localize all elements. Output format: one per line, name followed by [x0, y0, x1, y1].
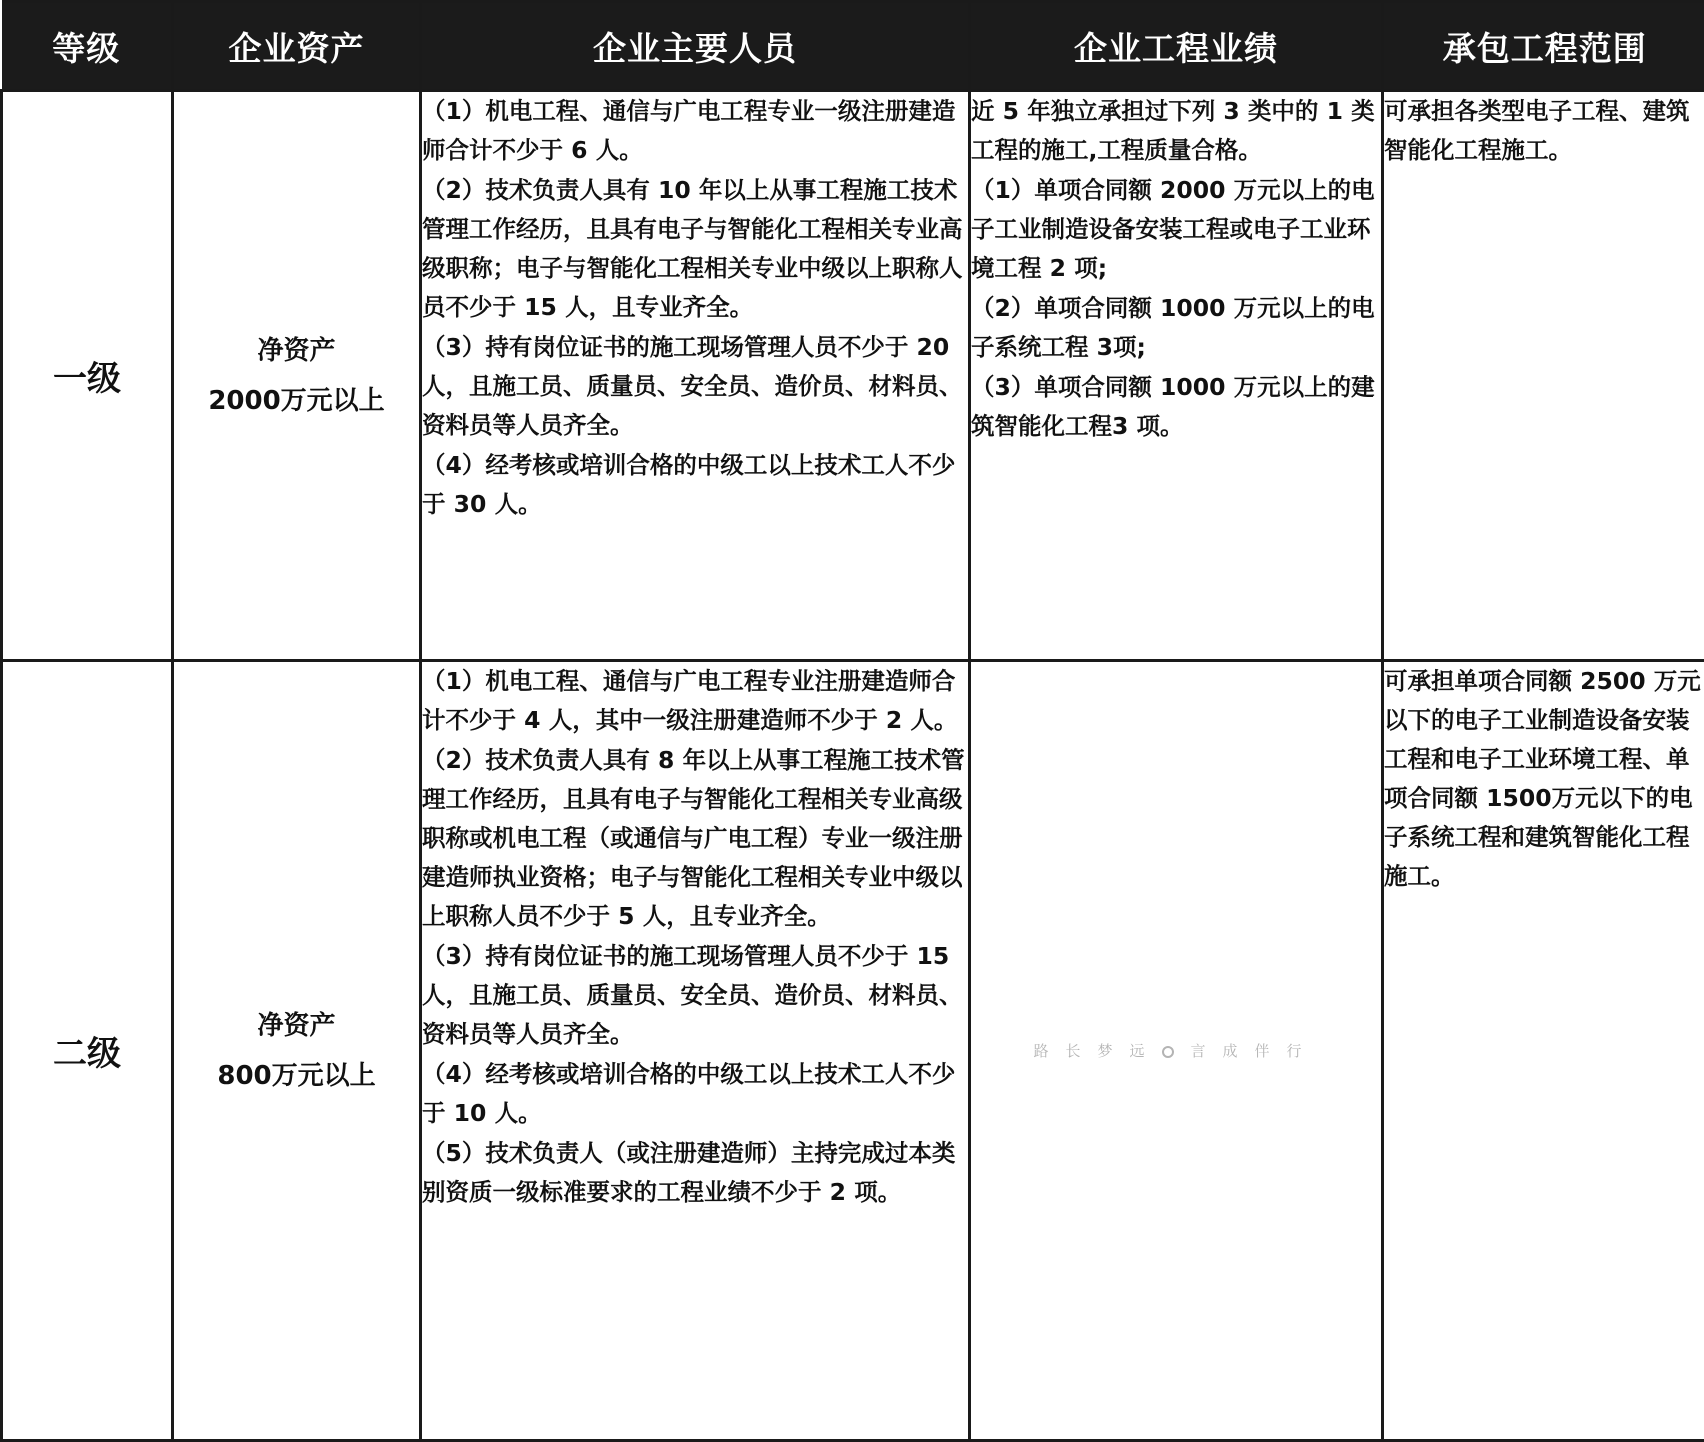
- table-row-level-1: [2, 91, 1704, 661]
- watermark-right: 言成伴行: [1191, 1042, 1319, 1060]
- staff-item: （2）技术负责人具有 10 年以上从事工程施工技术管理工作经历，且具有电子与智能化工程相关专业高级职称；电子与智能化工程相关专业中级以上职称人员不少于 15 人，且专业齐全。: [422, 171, 968, 327]
- staff-cell: [421, 661, 970, 1441]
- table-row-level-2: [2, 661, 1704, 1441]
- assets-label: 净资产: [174, 326, 419, 376]
- header-level: 等级: [2, 2, 173, 91]
- assets-cell: [173, 91, 421, 661]
- assets-amount: 2000万元以上: [174, 376, 419, 426]
- staff-item: （4）经考核或培训合格的中级工以上技术工人不少于 30 人。: [422, 446, 968, 524]
- performance-item: （1）单项合同额 2000 万元以上的电子工业制造设备安装工程或电子工业环境工程 2 项;: [971, 171, 1381, 288]
- staff-item: （1）机电工程、通信与广电工程专业一级注册建造师合计不少于 6 人。: [422, 92, 968, 170]
- header-scope: 承包工程范围: [1383, 2, 1704, 91]
- staff-item: （4）经考核或培训合格的中级工以上技术工人不少于 10 人。: [422, 1055, 968, 1133]
- watermark-left: 路长梦远: [1033, 1042, 1161, 1060]
- assets-cell: [173, 661, 421, 1441]
- staff-item: （1）机电工程、通信与广电工程专业注册建造师合计不少于 4 人，其中一级注册建造师不少于 2 人。: [422, 662, 968, 740]
- assets-label: 净资产: [174, 1001, 419, 1051]
- performance-intro: 近 5 年独立承担过下列 3 类中的 1 类工程的施工,工程质量合格。: [971, 92, 1381, 170]
- level-cell: 一级: [2, 91, 173, 661]
- header-row: [2, 2, 1704, 91]
- scope-cell: 可承担各类型电子工程、建筑智能化工程施工。: [1383, 91, 1704, 661]
- staff-cell: [421, 91, 970, 661]
- performance-cell: [970, 91, 1383, 661]
- watermark: [1033, 1042, 1318, 1060]
- staff-item: （2）技术负责人具有 8 年以上从事工程施工技术管理工作经历，且具有电子与智能化工程相关专业高级职称或机电工程（或通信与广电工程）专业一级注册建造师执业资格；电子与智能化工程相关专业中级以上职称人员不少于 5 人，且专业齐全。: [422, 741, 968, 936]
- header-performance: 企业工程业绩: [970, 2, 1383, 91]
- header-staff: 企业主要人员: [421, 2, 970, 91]
- performance-item: （3）单项合同额 1000 万元以上的建筑智能化工程3 项。: [971, 368, 1381, 446]
- performance-cell-empty: [970, 661, 1383, 1441]
- staff-item: （3）持有岗位证书的施工现场管理人员不少于 20人，且施工员、质量员、安全员、造价员、材料员、资料员等人员齐全。: [422, 328, 968, 445]
- staff-item: （5）技术负责人（或注册建造师）主持完成过本类别资质一级标准要求的工程业绩不少于 2 项。: [422, 1134, 968, 1212]
- assets-amount: 800万元以上: [174, 1051, 419, 1101]
- performance-item: （2）单项合同额 1000 万元以上的电子系统工程 3项;: [971, 289, 1381, 367]
- level-cell: 二级: [2, 661, 173, 1441]
- scope-cell: 可承担单项合同额 2500 万元以下的电子工业制造设备安装工程和电子工业环境工程、单项合同额 1500万元以下的电子系统工程和建筑智能化工程施工。: [1383, 661, 1704, 1441]
- swirl-dot-icon: [1162, 1046, 1174, 1058]
- staff-item: （3）持有岗位证书的施工现场管理人员不少于 15人，且施工员、质量员、安全员、造价员、材料员、资料员等人员齐全。: [422, 937, 968, 1054]
- header-assets: 企业资产: [173, 2, 421, 91]
